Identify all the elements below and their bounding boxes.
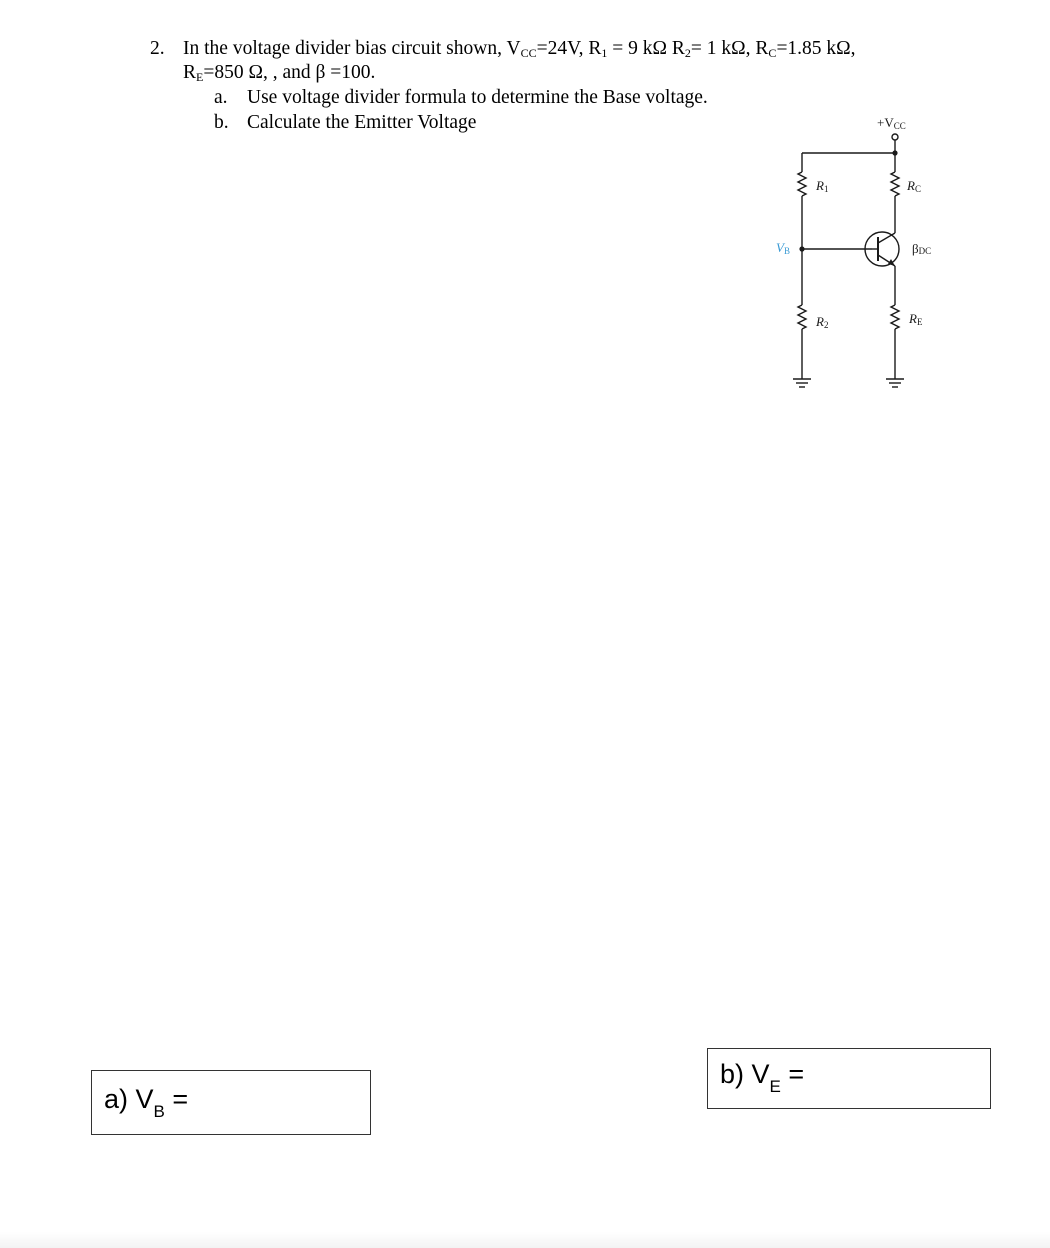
beta-dc-label: βDC — [912, 241, 932, 256]
question-number: 2. — [150, 38, 165, 59]
part-b-marker: b. — [214, 112, 229, 133]
part-b-text: Calculate the Emitter Voltage — [247, 112, 477, 133]
part-a-marker: a. — [214, 87, 228, 108]
part-a-text: Use voltage divider formula to determine the Base voltage. — [247, 87, 708, 108]
rc-resistor — [891, 172, 899, 196]
answer-box-vb[interactable] — [91, 1070, 371, 1135]
vcc-terminal — [892, 134, 898, 140]
re-resistor — [891, 305, 899, 329]
question-text-line1: In the voltage divider bias circuit shown, $V_{CC}=24V$, $R_1 = 9$ kΩ $R_2= 1$ kΩ, $R_C=1.85$ kΩ, — [183, 38, 856, 60]
r2-resistor — [798, 305, 806, 329]
vb-label: VB — [776, 240, 790, 256]
answer-box-ve[interactable] — [707, 1048, 991, 1109]
junction-dots — [799, 150, 897, 251]
answer-label-vb: a) $V_B$ = — [104, 1084, 189, 1121]
circuit-wires — [793, 134, 904, 387]
answer-label-ve: b) $V_E$ = — [720, 1059, 805, 1096]
re-label: RE — [909, 311, 923, 327]
rc-label: RC — [907, 178, 921, 194]
voltage-divider-circuit-diagram — [760, 110, 960, 400]
vcc-label: +VCC — [877, 115, 906, 131]
r2-label: R2 — [816, 314, 829, 330]
r1-label: R1 — [816, 178, 829, 194]
question-text-line2: $R_E=850$ Ω, , and β =100. — [183, 62, 376, 84]
page-bottom-edge — [0, 1232, 1050, 1248]
r1-resistor — [798, 172, 806, 196]
